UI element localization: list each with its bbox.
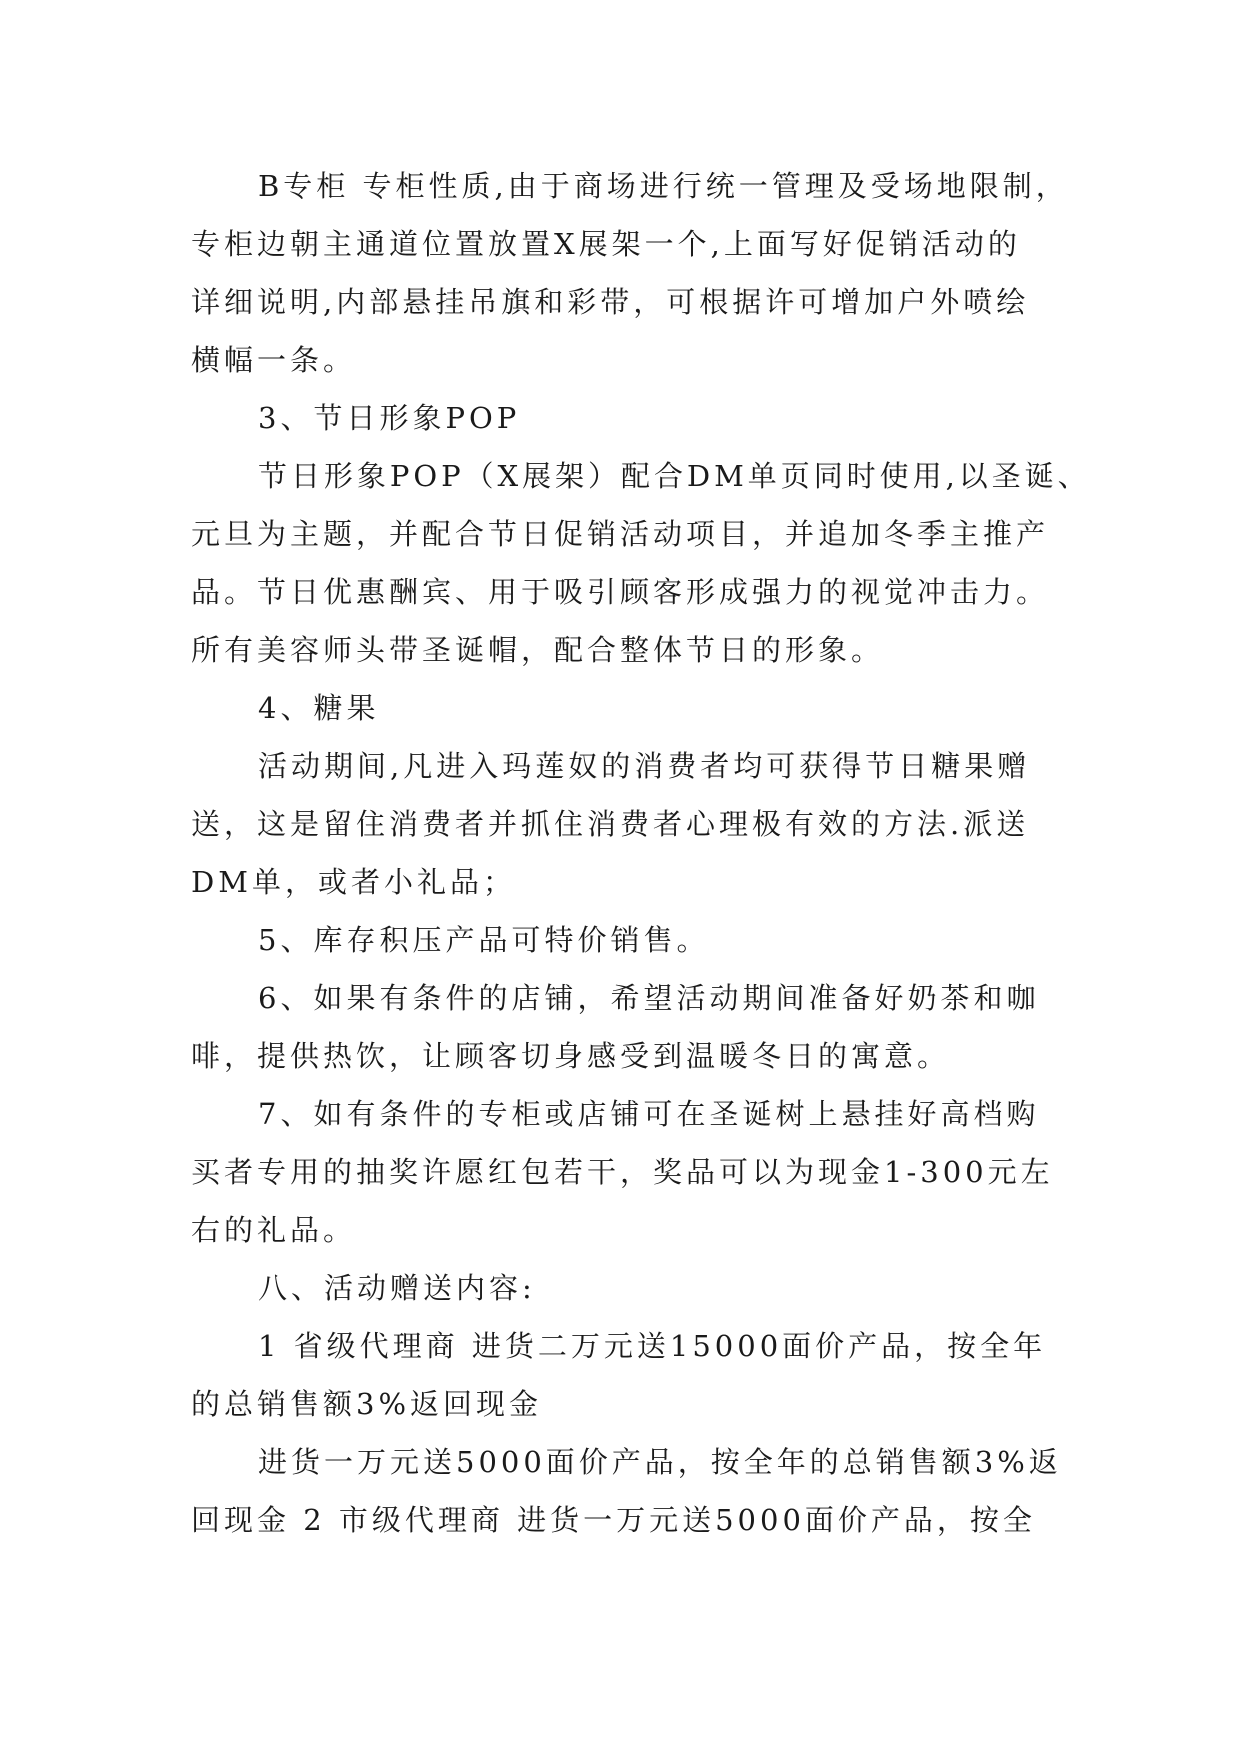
text-line: 活动期间,凡进入玛莲奴的消费者均可获得节日糖果赠 [258,749,1031,783]
section-heading: 八、活动赠送内容: [258,1271,536,1305]
text-line: DM单，或者小礼品； [191,865,516,899]
text-line: 右的礼品。 [191,1213,357,1247]
text-line: 元旦为主题，并配合节日促销活动项目，并追加冬季主推产 [191,517,1050,551]
section-heading: 3、节日形象POP [258,401,521,435]
text-line: 横幅一条。 [191,343,357,377]
text-line: 1 省级代理商 进货二万元送15000面价产品，按全年 [258,1329,1047,1363]
text-line: 专柜边朝主通道位置放置X展架一个,上面写好促销活动的 [191,227,1021,261]
section-heading: 4、糖果 [258,691,380,725]
text-line: 详细说明,内部悬挂吊旗和彩带，可根据许可增加户外喷绘 [191,285,1030,319]
text-line: 节日形象POP（X展架）配合DM单页同时使用,以圣诞、 [258,459,1091,493]
text-line: 7、如有条件的专柜或店铺可在圣诞树上悬挂好高档购 [258,1097,1040,1131]
text-line: B专柜 专柜性质,由于商场进行统一管理及受场地限制， [258,169,1069,203]
text-line: 品。节日优惠酬宾、用于吸引顾客形成强力的视觉冲击力。 [191,575,1050,609]
text-line: 5、库存积压产品可特价销售。 [258,923,710,957]
text-line: 买者专用的抽奖许愿红包若干，奖品可以为现金1-300元左 [191,1155,1054,1189]
text-line: 送，这是留住消费者并抓住消费者心理极有效的方法.派送 [191,807,1030,841]
text-line: 的总销售额3%返回现金 [191,1387,543,1421]
text-line: 进货一万元送5000面价产品，按全年的总销售额3%返 [258,1445,1062,1479]
text-line: 6、如果有条件的店铺，希望活动期间准备好奶茶和咖 [258,981,1040,1015]
text-line: 啡，提供热饮，让顾客切身感受到温暖冬日的寓意。 [191,1039,951,1073]
text-line: 所有美容师头带圣诞帽，配合整体节日的形象。 [191,633,885,667]
text-line: 回现金 2 市级代理商 进货一万元送5000面价产品，按全 [191,1503,1036,1537]
